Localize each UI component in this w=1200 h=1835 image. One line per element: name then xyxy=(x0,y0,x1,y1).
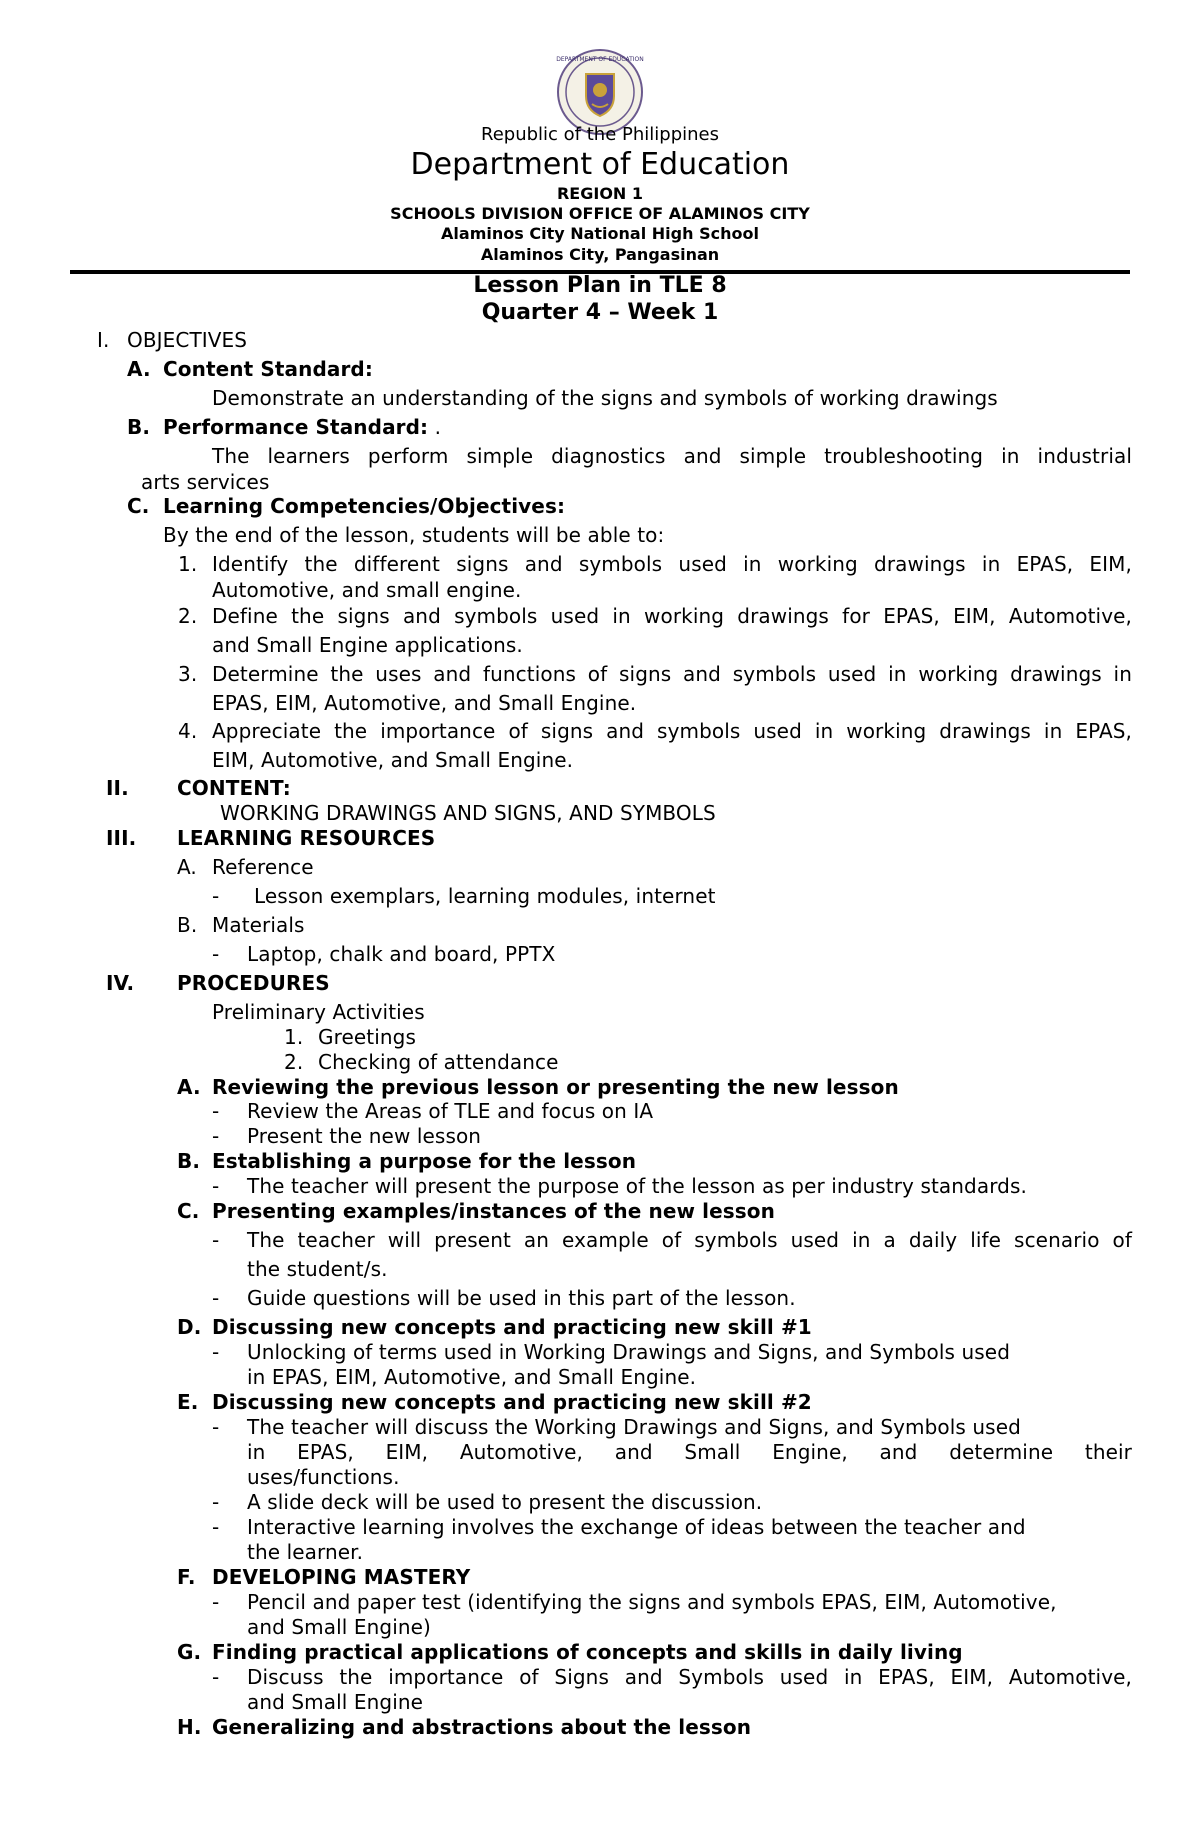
competency-number: 1. xyxy=(178,552,198,576)
procedures-heading: PROCEDURES xyxy=(177,971,330,995)
procedure-f-item-line2: and Small Engine) xyxy=(247,1615,431,1639)
section-numeral-i: I. xyxy=(97,328,110,352)
bullet-dash: - xyxy=(212,1590,220,1614)
resource-b-letter: B. xyxy=(177,913,198,937)
performance-standard-heading: Performance Standard: . xyxy=(163,415,442,439)
procedure-e-item-line2: in EPAS, EIM, Automotive, and Small Engine, and determine their xyxy=(247,1440,1132,1464)
procedure-b-letter: B. xyxy=(177,1149,201,1173)
objectives-heading: OBJECTIVES xyxy=(127,328,248,352)
procedure-d-letter: D. xyxy=(177,1315,202,1339)
prelim-item: Checking of attendance xyxy=(318,1050,559,1074)
reference-item: Lesson exemplars, learning modules, internet xyxy=(254,884,716,908)
procedure-g-letter: G. xyxy=(177,1640,202,1664)
materials-item: Laptop, chalk and board, PPTX xyxy=(247,942,556,966)
competencies-intro: By the end of the lesson, students will be able to: xyxy=(163,523,665,547)
procedure-g-heading: Finding practical applications of concepts and skills in daily living xyxy=(212,1640,963,1664)
school-location: Alaminos City, Pangasinan xyxy=(480,245,720,264)
reference-heading: Reference xyxy=(212,855,314,879)
procedure-c-item: Guide questions will be used in this part of the lesson. xyxy=(247,1286,796,1310)
resource-a-letter: A. xyxy=(177,855,197,879)
bullet-dash: - xyxy=(212,1286,220,1310)
performance-standard-text-line2: arts services xyxy=(141,470,270,494)
prelim-number: 2. xyxy=(284,1050,304,1074)
bullet-dash: - xyxy=(212,1415,220,1439)
competency-item-line1: Appreciate the importance of signs and symbols used in working drawings in EPAS, xyxy=(212,719,1132,743)
procedure-a-item: Present the new lesson xyxy=(247,1124,482,1148)
procedure-c-item-line2: the student/s. xyxy=(247,1257,388,1281)
content-standard-heading: Content Standard: xyxy=(163,357,373,381)
procedure-e-heading: Discussing new concepts and practicing new skill #2 xyxy=(212,1390,812,1414)
bullet-dash: - xyxy=(212,1665,220,1689)
republic-label: Republic of the Philippines xyxy=(481,124,719,145)
procedure-g-item-line1: Discuss the importance of Signs and Symbols used in EPAS, EIM, Automotive, xyxy=(247,1665,1132,1689)
lesson-plan-title: Lesson Plan in TLE 8 xyxy=(473,273,727,298)
procedure-f-heading: DEVELOPING MASTERY xyxy=(212,1565,471,1589)
procedure-e-letter: E. xyxy=(177,1390,199,1414)
bullet-dash: - xyxy=(212,1228,220,1252)
bullet-dash: - xyxy=(212,884,220,908)
deped-seal-logo xyxy=(556,48,644,136)
section-numeral-iv: IV. xyxy=(106,971,135,995)
prelim-item: Greetings xyxy=(318,1025,416,1049)
competency-number: 3. xyxy=(178,662,198,686)
division-label: SCHOOLS DIVISION OFFICE OF ALAMINOS CITY xyxy=(390,204,810,223)
procedure-h-letter: H. xyxy=(177,1715,202,1739)
competency-item-line1: Define the signs and symbols used in working drawings for EPAS, EIM, Automotive, xyxy=(212,604,1132,628)
competency-item-line2: Automotive, and small engine. xyxy=(212,578,522,602)
performance-standard-text-line1: The learners perform simple diagnostics and simple troubleshooting in industrial xyxy=(212,444,1132,468)
competency-item-line2: and Small Engine applications. xyxy=(212,633,523,657)
procedure-c-item-line1: The teacher will present an example of symbols used in a daily life scenario of xyxy=(247,1228,1132,1252)
bullet-dash: - xyxy=(212,1515,220,1539)
procedure-f-letter: F. xyxy=(177,1565,196,1589)
quarter-week-title: Quarter 4 – Week 1 xyxy=(481,300,719,325)
content-heading: CONTENT: xyxy=(177,776,291,800)
procedure-g-item-line2: and Small Engine xyxy=(247,1690,424,1714)
section-numeral-iii: III. xyxy=(106,826,137,850)
learning-resources-heading: LEARNING RESOURCES xyxy=(177,826,436,850)
competency-item-line1: Identify the different signs and symbols used in working drawings in EPAS, EIM, xyxy=(212,552,1132,576)
procedure-b-item: The teacher will present the purpose of the lesson as per industry standards. xyxy=(247,1174,1027,1198)
procedure-a-letter: A. xyxy=(177,1075,201,1099)
procedure-e-item-line1: The teacher will discuss the Working Drawings and Signs, and Symbols used xyxy=(247,1415,1021,1439)
objective-c-letter: C. xyxy=(127,494,150,518)
learning-competencies-heading: Learning Competencies/Objectives: xyxy=(163,494,566,518)
procedure-h-heading: Generalizing and abstractions about the lesson xyxy=(212,1715,752,1739)
objective-b-letter: B. xyxy=(127,415,151,439)
department-title: Department of Education xyxy=(410,147,790,182)
competency-number: 2. xyxy=(178,604,198,628)
competency-item-line1: Determine the uses and functions of signs and symbols used in working drawings in xyxy=(212,662,1132,686)
procedure-d-heading: Discussing new concepts and practicing new skill #1 xyxy=(212,1315,812,1339)
procedure-e-item-line2: the learner. xyxy=(247,1540,364,1564)
procedure-a-item: Review the Areas of TLE and focus on IA xyxy=(247,1099,654,1123)
procedure-c-letter: C. xyxy=(177,1199,200,1223)
procedure-e-item-line1: Interactive learning involves the exchange of ideas between the teacher and xyxy=(247,1515,1026,1539)
region-label: REGION 1 xyxy=(556,184,644,203)
bullet-dash: - xyxy=(212,1340,220,1364)
bullet-dash: - xyxy=(212,942,220,966)
bullet-dash: - xyxy=(212,1174,220,1198)
competency-item-line2: EPAS, EIM, Automotive, and Small Engine. xyxy=(212,691,637,715)
objective-a-letter: A. xyxy=(127,357,151,381)
prelim-number: 1. xyxy=(284,1025,304,1049)
content-standard-text: Demonstrate an understanding of the signs and symbols of working drawings xyxy=(212,386,998,410)
school-name: Alaminos City National High School xyxy=(441,224,759,243)
svg-text:DEPARTMENT OF EDUCATION: DEPARTMENT OF EDUCATION xyxy=(556,56,644,63)
procedure-d-item-line1: Unlocking of terms used in Working Drawings and Signs, and Symbols used xyxy=(247,1340,1010,1364)
procedure-c-heading: Presenting examples/instances of the new lesson xyxy=(212,1199,775,1223)
section-numeral-ii: II. xyxy=(106,776,129,800)
procedure-d-item-line2: in EPAS, EIM, Automotive, and Small Engine. xyxy=(247,1365,697,1389)
bullet-dash: - xyxy=(212,1490,220,1514)
competency-item-line2: EIM, Automotive, and Small Engine. xyxy=(212,748,574,772)
materials-heading: Materials xyxy=(212,913,305,937)
bullet-dash: - xyxy=(212,1099,220,1123)
competency-number: 4. xyxy=(178,719,198,743)
procedure-f-item-line1: Pencil and paper test (identifying the signs and symbols EPAS, EIM, Automotive, xyxy=(247,1590,1057,1614)
bullet-dash: - xyxy=(212,1124,220,1148)
content-text: WORKING DRAWINGS AND SIGNS, AND SYMBOLS xyxy=(220,801,716,825)
procedure-e-item: A slide deck will be used to present the discussion. xyxy=(247,1490,763,1514)
procedure-b-heading: Establishing a purpose for the lesson xyxy=(212,1149,637,1173)
preliminary-activities: Preliminary Activities xyxy=(212,1000,425,1024)
procedure-a-heading: Reviewing the previous lesson or presenting the new lesson xyxy=(212,1075,899,1099)
procedure-e-item-line3: uses/functions. xyxy=(247,1465,400,1489)
